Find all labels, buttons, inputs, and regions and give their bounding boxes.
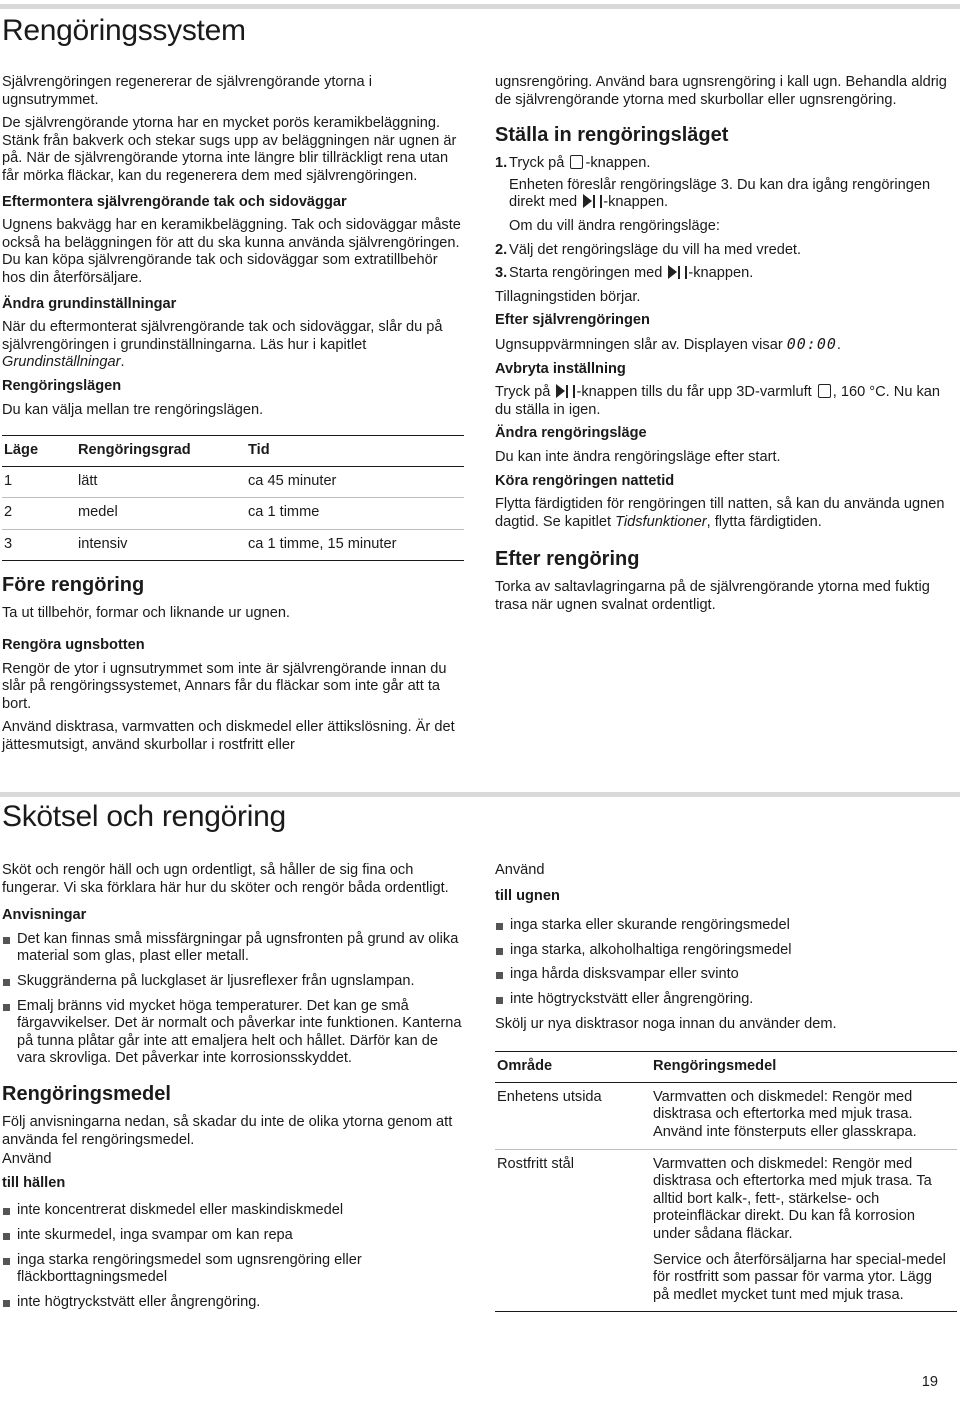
paragraph: Torka av saltavlagringarna på de självrengörande ytorna med fuktig trasa när ugnen svalnat ordentligt. <box>495 579 930 613</box>
step-note: Enheten föreslår rengöringsläge 3. Du kan dra igång rengöringen direkt med -knappen. <box>509 176 931 211</box>
list-item: 2. Välj det rengöringsläge du vill ha med vredet. <box>495 241 802 258</box>
paragraph: Rengör de ytor i ugnsutrymmet som inte är självrengörande innan du slår på rengöringssystemet, Annars får du fläckar som inte går att ta bort. <box>2 660 447 712</box>
paragraph: Sköt och rengör häll och ugn ordentligt, så håller de sig fina och fungerar. Vi ska förklara här hur du sköter och rengör båda ordentligt. <box>2 862 449 896</box>
table-cell: intensiv <box>76 529 246 561</box>
list-item: 3. Starta rengöringen med -knappen. <box>495 265 754 282</box>
paragraph: Självrengöringen regenererar de självrengörande ytorna i ugnsutrymmet. <box>2 74 372 108</box>
table-cell: lätt <box>76 466 246 498</box>
top-left-column <box>2 74 464 761</box>
list-item: inga starka rengöringsmedel som ugnsrengöring eller fläckborttagningsmedel <box>2 1252 464 1287</box>
table-header: Läge <box>2 436 76 467</box>
paragraph: Tryck på -knappen tills du får upp 3D-varmluft , 160 °C. Nu kan du ställa in igen. <box>495 384 941 418</box>
paragraph: Flytta färdigtiden för rengöringen till natten, så kan du använda ugnen dagtid. Se kapitlet Tidsfunktioner, flytta färdigtiden. <box>495 496 945 530</box>
list-item: inte högtryckstvätt eller ångrengöring. <box>2 1294 464 1312</box>
section-divider-top <box>0 4 960 9</box>
table-header: Rengöringsgrad <box>76 436 246 467</box>
bottom-left-column <box>2 862 464 1318</box>
table-cell: ca 1 timme <box>246 498 464 530</box>
hallen-list <box>2 1202 464 1311</box>
subheading: Ändra rengöringsläge <box>495 425 647 442</box>
list-item: 1. Tryck på -knappen. Enheten föreslår rengöringsläge 3. Du kan dra igång rengöringen direkt med -knappen. Om du vill ändra rengöringsläge: <box>495 155 950 235</box>
paragraph: Du kan välja mellan tre rengöringslägen. <box>2 401 264 418</box>
anvisningar-list <box>2 931 464 1068</box>
table-row <box>495 1149 957 1312</box>
table-cell: ca 45 minuter <box>246 466 464 498</box>
start-icon <box>668 265 677 279</box>
steps-list <box>495 155 950 283</box>
cleaning-modes-table <box>2 435 464 561</box>
table-cell: Enhetens utsida <box>495 1082 651 1149</box>
list-item: inga starka, alkoholhaltiga rengöringsmedel <box>495 942 957 960</box>
table-cell: Varmvatten och diskmedel: Rengör med disktrasa och eftertorka med mjuk trasa. Använd inte fönsterputs eller glasskrapa. <box>651 1082 957 1149</box>
start-icon <box>556 384 565 398</box>
paragraph: Använd disktrasa, varmvatten och diskmedel eller ättikslösning. Är det jättesmutsigt, använd skurbollar i rostfritt eller <box>2 719 455 754</box>
heading-efter-rengoring: Efter rengöring <box>495 548 640 571</box>
top-right-column <box>495 74 950 620</box>
list-item: inte skurmedel, inga svampar om kan repa <box>2 1227 464 1245</box>
subheading: Ändra grundinställningar <box>2 295 177 312</box>
paragraph: Ugnens bakvägg har en keramikbeläggning. Tak och sidoväggar måste också ha beläggningen för att du ska kunna använda självrengöringen. Du kan köpa självrengörande tak och sidoväggar som extratillbehör hos din återförsäljare. <box>2 217 461 286</box>
chapter-reference: Grundinställningar <box>2 354 121 371</box>
subheading: Avbryta inställning <box>495 360 626 377</box>
table-cell: 1 <box>2 466 76 498</box>
heading-rengoringsmedel: Rengöringsmedel <box>2 1082 171 1105</box>
page-title-skotsel: Skötsel och rengöring <box>2 800 286 833</box>
table-cell: Varmvatten och diskmedel: Rengör med disktrasa och eftertorka med mjuk trasa. Ta alltid bort kalk-, fett-, stärkelse- och proteinfläckar direkt. Du kan få korrosion under sådana fläckar. Service och återförsäljarna har special-medel för rostfritt som passar för varma ytor. Lägg på medlet mycket tunt med mjuk trasa. <box>651 1149 957 1312</box>
subheading: till ugnen <box>495 887 560 904</box>
pause-icon <box>566 385 575 398</box>
paragraph: Ta ut tillbehör, formar och liknande ur ugnen. <box>2 605 290 622</box>
cleaning-agents-table <box>495 1051 957 1312</box>
subheading: Eftermontera självrengörande tak och sidoväggar <box>2 193 347 210</box>
list-item: Det kan finnas små missfärgningar på ugnsfronten på grund av olika material som glas, plast eller metall. <box>2 931 464 966</box>
paragraph: Tillagningstiden börjar. <box>495 288 641 305</box>
page-title-rengoringssystem: Rengöringssystem <box>2 14 246 47</box>
step-note: Om du vill ändra rengöringsläge: <box>509 217 720 234</box>
subheading: Anvisningar <box>2 907 87 924</box>
page-number: 19 <box>921 1374 938 1390</box>
table-row <box>2 529 464 561</box>
heading-stalla-in: Ställa in rengöringsläget <box>495 124 729 147</box>
table-row <box>2 466 464 498</box>
table-cell: 3 <box>2 529 76 561</box>
paragraph: De självrengörande ytorna har en mycket porös keramikbeläggning. Stänk från bakverk och stekar sugs upp av beläggningen när ugnen är på. När de självrengörande ytorna inte längre blir tillräckligt rena utan får mörka fläckar, kan du regenerera dem med självrengöringen. <box>2 115 457 184</box>
heading-fore-rengoring: Före rengöring <box>2 574 145 597</box>
paragraph: ugnsrengöring. Använd bara ugnsrengöring i kall ugn. Behandla aldrig de självrengörande ytorna med skurbollar eller ugnsrengöring. <box>495 74 947 108</box>
list-item: inga starka eller skurande rengöringsmedel <box>495 917 957 935</box>
table-cell: ca 1 timme, 15 minuter <box>246 529 464 561</box>
pause-icon <box>678 266 687 279</box>
table-cell: medel <box>76 498 246 530</box>
bottom-right-column <box>495 862 957 1312</box>
paragraph: Skölj ur nya disktrasor noga innan du använder dem. <box>495 1015 837 1032</box>
paragraph: Använd <box>495 862 545 878</box>
table-cell: 2 <box>2 498 76 530</box>
subheading: Efter självrengöringen <box>495 312 650 329</box>
list-item: Emalj bränns vid mycket höga temperaturer. Det kan ge små färgavvikelser. Det är normalt och påverkar inte funktionen. Kanterna på tunna plåtar går inte att emaljera helt och hållet. Därför kan de vara skrovliga. Det påverkar inte korrosionsskyddet. <box>2 998 464 1068</box>
list-item: inte högtryckstvätt eller ångrengöring. <box>495 991 957 1009</box>
paragraph: Följ anvisningarna nedan, så skadar du inte de olika ytorna genom att använda fel rengöringsmedel. <box>2 1113 453 1148</box>
table-header: Rengöringsmedel <box>651 1052 957 1083</box>
chapter-reference: Tidsfunktioner <box>615 513 707 530</box>
list-item: inte koncentrerat diskmedel eller maskindiskmedel <box>2 1202 464 1220</box>
section-divider-bottom <box>0 792 960 797</box>
subheading: Köra rengöringen nattetid <box>495 472 675 489</box>
list-item: inga hårda disksvampar eller svinto <box>495 966 957 984</box>
hot-air-3d-icon <box>818 384 831 398</box>
subheading: Rengöra ugnsbotten <box>2 637 145 654</box>
list-item: Skuggränderna på luckglaset är ljusreflexer från ugnslampan. <box>2 973 464 991</box>
paragraph: Ugnsuppvärmningen slår av. Displayen visar 00:00. <box>495 334 841 353</box>
start-icon <box>583 194 592 208</box>
display-readout: 00:00 <box>786 334 837 353</box>
subheading: till hällen <box>2 1174 66 1191</box>
table-row <box>495 1082 957 1149</box>
pause-icon <box>593 195 602 208</box>
table-header: Område <box>495 1052 651 1083</box>
table-cell: Rostfritt stål <box>495 1149 651 1312</box>
table-row <box>2 498 464 530</box>
paragraph: Använd <box>2 1151 52 1168</box>
table-header: Tid <box>246 436 464 467</box>
paragraph: Du kan inte ändra rengöringsläge efter start. <box>495 448 781 465</box>
paragraph: När du eftermonterat självrengörande tak och sidoväggar, slår du på självrengöringen i grundinställningarna. Läs hur i kapitlet Grundinställningar. <box>2 319 443 371</box>
ugnen-list <box>495 917 957 1008</box>
subheading: Rengöringslägen <box>2 377 122 394</box>
cleaning-mode-icon <box>570 155 583 169</box>
